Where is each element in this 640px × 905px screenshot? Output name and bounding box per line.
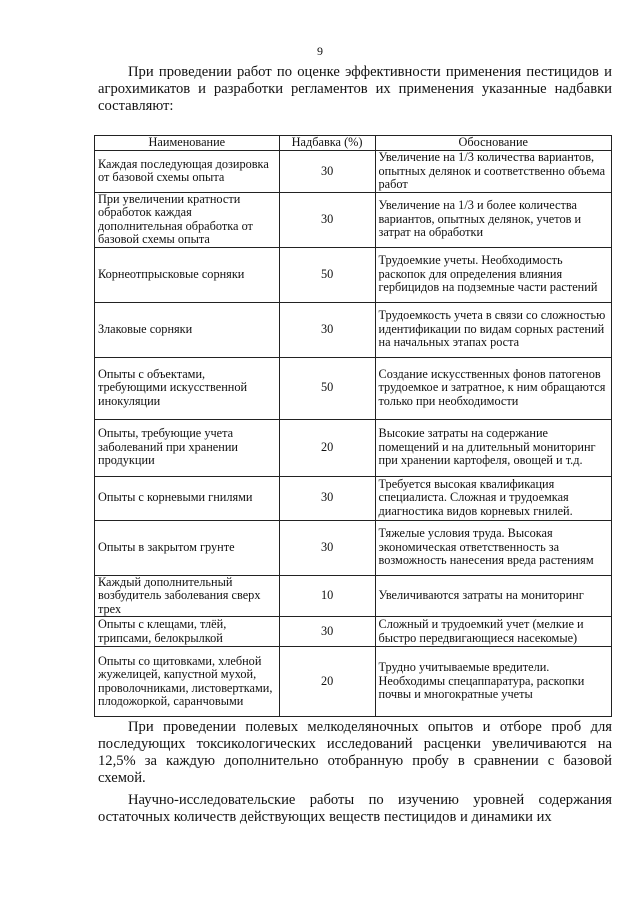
row-value: 30 bbox=[279, 302, 375, 357]
row-name: При увеличении кратности обработок каждая дополнительная обработка от базовой схемы опыта bbox=[95, 192, 280, 247]
page-number: 9 bbox=[317, 44, 323, 58]
row-name: Каждая последующая дозировка от базовой схемы опыта bbox=[95, 151, 280, 193]
row-value: 30 bbox=[279, 192, 375, 247]
row-value: 30 bbox=[279, 520, 375, 575]
row-value: 20 bbox=[279, 647, 375, 717]
row-value: 50 bbox=[279, 357, 375, 419]
table-row bbox=[95, 357, 612, 419]
row-reason: Тяжелые условия труда. Высокая экономическая ответственность за возможность нанесения вреда растениям bbox=[375, 520, 612, 575]
row-reason: Сложный и трудоемкий учет (мелкие и быстро передвигающиеся насекомые) bbox=[375, 617, 612, 647]
row-reason: Трудно учитываемые вредители. Необходимы спецаппаратура, раскопки почвы и многократные учеты bbox=[375, 647, 612, 717]
table-row bbox=[95, 151, 612, 193]
row-reason: Увеличиваются затраты на мониторинг bbox=[375, 575, 612, 617]
table-row bbox=[95, 647, 612, 717]
row-value: 10 bbox=[279, 575, 375, 617]
table-row bbox=[95, 419, 612, 476]
table-row bbox=[95, 476, 612, 520]
row-name: Опыты с корневыми гнилями bbox=[95, 476, 280, 520]
row-name: Корнеотпрысковые сорняки bbox=[95, 247, 280, 302]
row-value: 30 bbox=[279, 476, 375, 520]
table-row bbox=[95, 575, 612, 617]
table-row bbox=[95, 192, 612, 247]
row-name: Опыты с объектами, требующими искусственной инокуляции bbox=[95, 357, 280, 419]
table-header-row bbox=[95, 136, 612, 151]
surcharge-table bbox=[94, 135, 612, 717]
row-name: Опыты, требующие учета заболеваний при хранении продукции bbox=[95, 419, 280, 476]
row-name: Опыты со щитовками, хлебной жужелицей, капустной мухой, проволочниками, листовертками, плодожоркой, саранчовыми bbox=[95, 647, 280, 717]
row-value: 30 bbox=[279, 151, 375, 193]
row-reason: Создание искусственных фонов патогенов трудоемкое и затратное, к ним обращаются только при необходимости bbox=[375, 357, 612, 419]
table-row bbox=[95, 302, 612, 357]
row-reason: Высокие затраты на содержание помещений и на длительный мониторинг при хранении картофеля, овощей и т.д. bbox=[375, 419, 612, 476]
table-row bbox=[95, 247, 612, 302]
row-reason: Трудоемкость учета в связи со сложностью идентификации по видам сорных растений на начальных этапах роста bbox=[375, 302, 612, 357]
row-name: Злаковые сорняки bbox=[95, 302, 280, 357]
paragraph-research: Научно-исследовательские работы по изучению уровней содержания остаточных количеств действующих веществ пестицидов и динамики их bbox=[98, 792, 612, 825]
row-value: 30 bbox=[279, 617, 375, 647]
row-value: 50 bbox=[279, 247, 375, 302]
intro-paragraph: При проведении работ по оценке эффективности применения пестицидов и агрохимикатов и разработки регламентов их применения указанные надбавки составляют: bbox=[98, 64, 612, 114]
header-name: Наименование bbox=[95, 136, 280, 151]
row-reason: Увеличение на 1/3 количества вариантов, опытных делянок и соответственно объема работ bbox=[375, 151, 612, 193]
row-reason: Увеличение на 1/3 и более количества вариантов, опытных делянок, учетов и затрат на обработки bbox=[375, 192, 612, 247]
header-justification: Обоснование bbox=[375, 136, 612, 151]
row-name: Опыты в закрытом грунте bbox=[95, 520, 280, 575]
paragraph-sampling: При проведении полевых мелкоделяночных опытов и отборе проб для последующих токсикологических исследований расценки увеличиваются на 12,5% за каждую дополнительно отобранную пробу в сравнении с базовой схемой. bbox=[98, 719, 612, 786]
row-name: Каждый дополнительный возбудитель заболевания сверх трех bbox=[95, 575, 280, 617]
row-reason: Требуется высокая квалификация специалиста. Сложная и трудоемкая диагностика видов корневых гнилей. bbox=[375, 476, 612, 520]
row-value: 20 bbox=[279, 419, 375, 476]
row-name: Опыты с клещами, тлёй, трипсами, белокрылкой bbox=[95, 617, 280, 647]
row-reason: Трудоемкие учеты. Необходимость раскопок для определения влияния гербицидов на подземные части растений bbox=[375, 247, 612, 302]
header-surcharge: Надбавка (%) bbox=[279, 136, 375, 151]
table-row bbox=[95, 617, 612, 647]
table-row bbox=[95, 520, 612, 575]
